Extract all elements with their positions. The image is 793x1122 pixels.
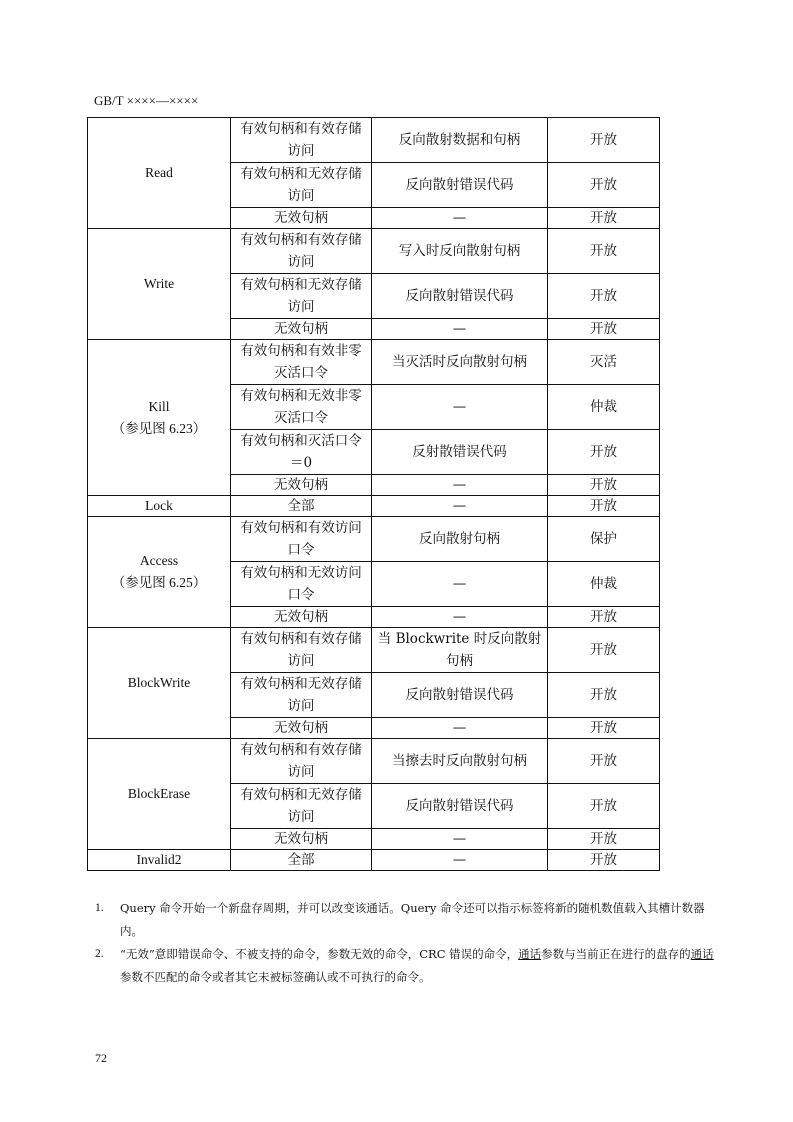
table-row xyxy=(88,118,660,163)
table-row xyxy=(88,517,660,562)
command-cell xyxy=(88,118,231,229)
next-state-cell: 开放 xyxy=(548,784,660,829)
response-cell: — xyxy=(372,496,548,517)
response-cell: 写入时反向散射句柄 xyxy=(372,229,548,274)
note-underlined-term: 通话 xyxy=(518,947,542,961)
document-header: GB/T ××××—×××× xyxy=(94,93,199,108)
table-row xyxy=(88,850,660,871)
condition-cell: 有效句柄和有效访问口令 xyxy=(231,517,372,562)
next-state-cell: 开放 xyxy=(548,274,660,319)
next-state-cell: 保护 xyxy=(548,517,660,562)
response-cell: 反向散射错误代码 xyxy=(372,673,548,718)
condition-cell: 有效句柄和有效存储访问 xyxy=(231,118,372,163)
note-text xyxy=(120,943,720,989)
response-cell: — xyxy=(372,385,548,430)
condition-cell: 有效句柄和有效存储访问 xyxy=(231,628,372,673)
next-state-cell: 开放 xyxy=(548,430,660,475)
table-row xyxy=(88,628,660,673)
condition-cell: 有效句柄和无效非零灭活口令 xyxy=(231,385,372,430)
command-name: Kill xyxy=(148,398,170,414)
next-state-cell: 开放 xyxy=(548,163,660,208)
next-state-cell: 开放 xyxy=(548,229,660,274)
next-state-cell: 开放 xyxy=(548,118,660,163)
note-underlined-term: 通话 xyxy=(690,947,714,961)
condition-cell: 无效句柄 xyxy=(231,208,372,229)
response-cell: — xyxy=(372,850,548,871)
command-name: BlockErase xyxy=(127,786,191,801)
note-text-part: 参数不匹配的命令或者其它未被标签确认或不可执行的命令。 xyxy=(120,970,431,984)
table-row xyxy=(88,496,660,517)
page-number: 72 xyxy=(95,1051,107,1065)
response-cell: 当擦去时反向散射句柄 xyxy=(372,739,548,784)
response-cell: 反向散射句柄 xyxy=(372,517,548,562)
response-cell: 反射散错误代码 xyxy=(372,430,548,475)
condition-cell: 有效句柄和有效存储访问 xyxy=(231,739,372,784)
response-cell: 当灭活时反向散射句柄 xyxy=(372,340,548,385)
table-row xyxy=(88,739,660,784)
next-state-cell: 灭活 xyxy=(548,340,660,385)
next-state-cell: 开放 xyxy=(548,829,660,850)
command-name: Lock xyxy=(145,498,173,513)
condition-cell: 有效句柄和有效存储访问 xyxy=(231,229,372,274)
response-cell: — xyxy=(372,607,548,628)
condition-cell: 有效句柄和无效存储访问 xyxy=(231,163,372,208)
note-1 xyxy=(95,897,720,943)
condition-cell: 全部 xyxy=(231,850,372,871)
command-cell xyxy=(88,739,231,850)
next-state-cell: 仲裁 xyxy=(548,385,660,430)
next-state-cell: 开放 xyxy=(548,475,660,496)
note-text: Query 命令开始一个新盘存周期，并可以改变该通话。Query 命令还可以指示标签将新的随机数值载入其槽计数器内。 xyxy=(120,901,705,938)
response-cell: — xyxy=(372,718,548,739)
next-state-cell: 开放 xyxy=(548,718,660,739)
condition-cell: 全部 xyxy=(231,496,372,517)
response-cell: — xyxy=(372,208,548,229)
next-state-cell: 仲裁 xyxy=(548,562,660,607)
response-cell: — xyxy=(372,562,548,607)
note-text-part: “无效”意即错误命令、不被支持的命令，参数无效的命令，CRC 错误的命令， xyxy=(120,947,519,961)
response-cell: 反向散射错误代码 xyxy=(372,163,548,208)
condition-cell: 有效句柄和有效非零灭活口令 xyxy=(231,340,372,385)
condition-cell: 有效句柄和无效存储访问 xyxy=(231,673,372,718)
command-name: Write xyxy=(143,276,175,291)
condition-cell: 无效句柄 xyxy=(231,718,372,739)
next-state-cell: 开放 xyxy=(548,673,660,718)
response-cell: 反向散射错误代码 xyxy=(372,274,548,319)
note-number: 1. xyxy=(95,902,104,914)
condition-cell: 无效句柄 xyxy=(231,607,372,628)
condition-cell: 无效句柄 xyxy=(231,475,372,496)
response-cell: — xyxy=(372,475,548,496)
note-2 xyxy=(95,943,720,989)
note-text-part: 参数与当前正在进行的盘存的 xyxy=(541,947,691,961)
response-cell: 反向散射数据和句柄 xyxy=(372,118,548,163)
next-state-cell: 开放 xyxy=(548,739,660,784)
condition-cell: 有效句柄和灭活口令＝0 xyxy=(231,430,372,475)
condition-cell: 无效句柄 xyxy=(231,829,372,850)
next-state-cell: 开放 xyxy=(548,208,660,229)
response-cell: — xyxy=(372,829,548,850)
response-cell: — xyxy=(372,319,548,340)
condition-cell: 无效句柄 xyxy=(231,319,372,340)
command-cell xyxy=(88,229,231,340)
next-state-cell: 开放 xyxy=(548,607,660,628)
command-name: BlockWrite xyxy=(127,675,191,690)
condition-cell: 有效句柄和无效访问口令 xyxy=(231,562,372,607)
next-state-cell: 开放 xyxy=(548,319,660,340)
command-cell xyxy=(88,496,231,517)
notes xyxy=(95,897,720,989)
note-number: 2. xyxy=(95,948,104,960)
figure-reference: （参见图 6.25） xyxy=(111,575,207,590)
condition-cell: 有效句柄和无效存储访问 xyxy=(231,274,372,319)
next-state-cell: 开放 xyxy=(548,850,660,871)
next-state-cell: 开放 xyxy=(548,628,660,673)
command-name: Invalid2 xyxy=(136,852,182,867)
command-cell xyxy=(88,340,231,496)
command-cell xyxy=(88,850,231,871)
state-transition-table xyxy=(87,117,659,871)
command-cell xyxy=(88,517,231,628)
command-cell xyxy=(88,628,231,739)
condition-cell: 有效句柄和无效存储访问 xyxy=(231,784,372,829)
command-name: Read xyxy=(145,165,173,180)
command-name: Access xyxy=(139,553,179,568)
table-row xyxy=(88,229,660,274)
next-state-cell: 开放 xyxy=(548,496,660,517)
response-cell: 当 Blockwrite 时反向散射句柄 xyxy=(372,628,548,673)
response-cell: 反向散射错误代码 xyxy=(372,784,548,829)
figure-reference: （参见图 6.23） xyxy=(111,420,207,436)
table-row xyxy=(88,340,660,385)
